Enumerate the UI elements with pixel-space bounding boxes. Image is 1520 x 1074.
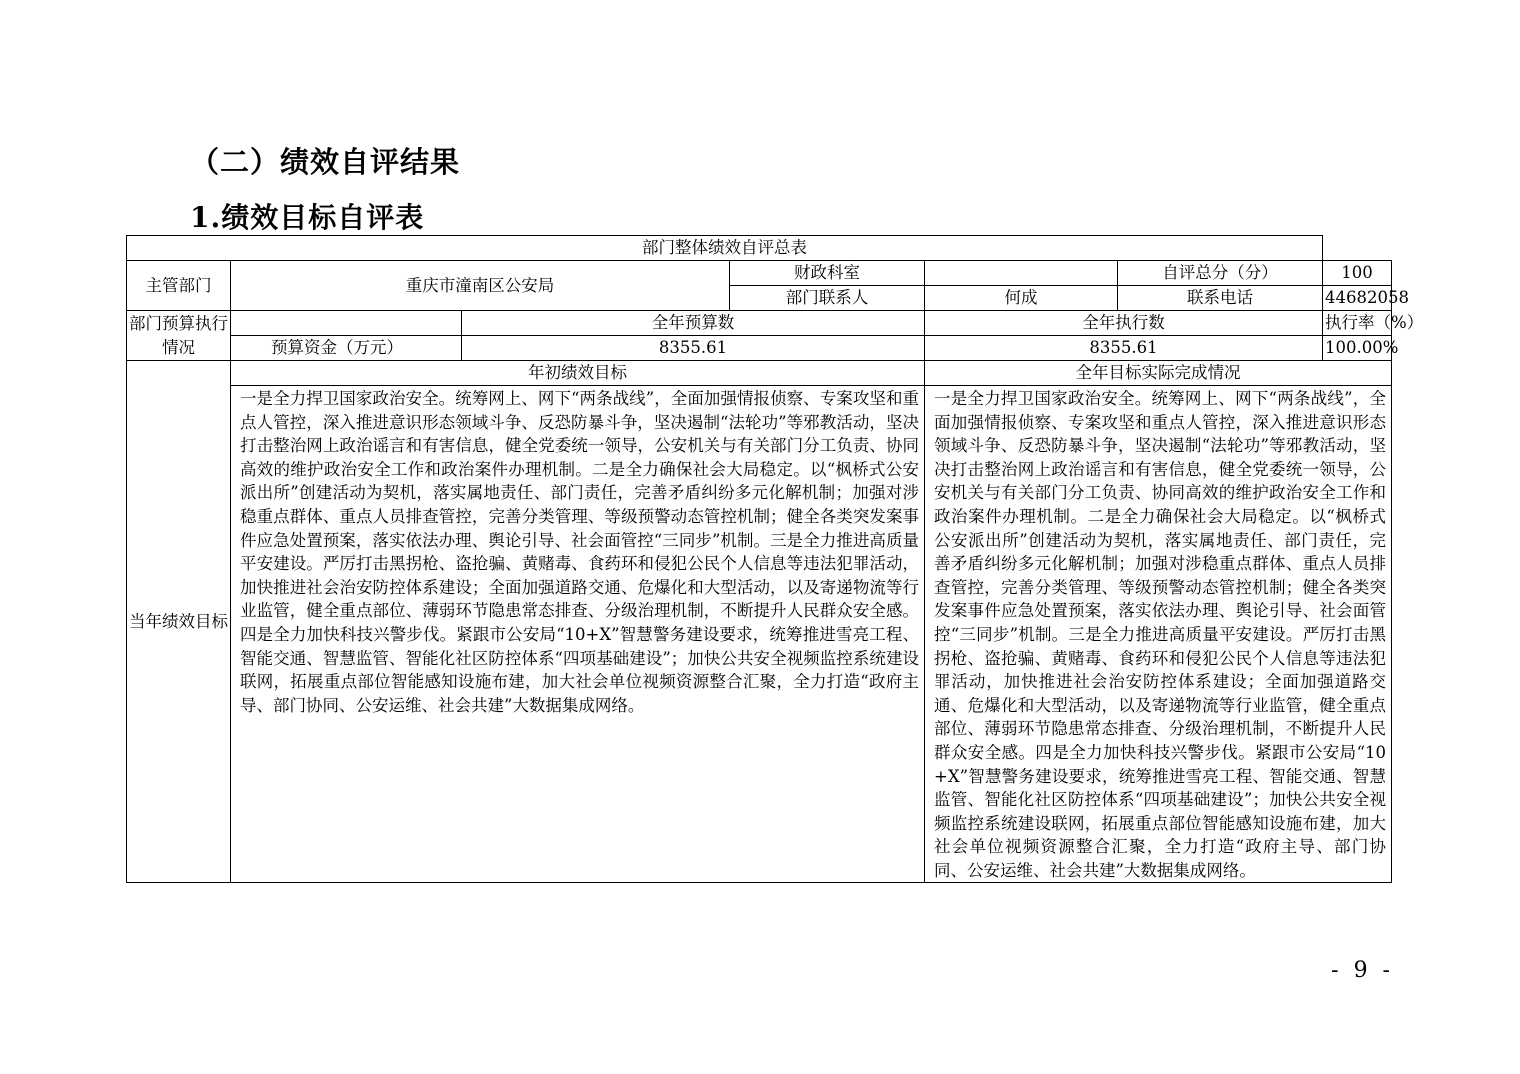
score-label: 自评总分（分） xyxy=(1118,261,1323,286)
actual-completion-text: 一是全力捍卫国家政治安全。统筹网上、网下“两条战线”，全面加强情报侦察、专案攻坚和重点人管控，深入推进意识形态领域斗争、反恐防暴斗争，坚决遏制“法轮功”等邪教活动，坚决打击整治网上政治谣言和有害信息，健全党委统一领导，公安机关与有关部门分工负责、协同高效的维护政治安全工作和政治案件办理机制。二是全力确保社会大局稳定。以“枫桥式公安派出所”创建活动为契机，落实属地责任、部门责任，完善矛盾纠纷多元化解机制；加强对涉稳重点群体、重点人员排查管控，完善分类管理、等级预警动态管控机制；健全各类突发案事件应急处置预案，落实依法办理、舆论引导、社会面管控“三同步”机制。三是全力推进高质量平安建设。严厉打击黑拐枪、盗抢骗、黄赌毒、食药环和侵犯公民个人信息等违法犯罪活动，加快推进社会治安防控体系建设；全面加强道路交通、危爆化和大型活动，以及寄递物流等行业监管，健全重点部位、薄弱环节隐患常态排查、分级治理机制，不断提升人民群众安全感。四是全力加快科技兴警步伐。紧跟市公安局“10+X”智慧警务建设要求，统筹推进雪亮工程、智能交通、智慧监管、智能化社区防控体系“四项基础建设”；加快公共安全视频监控系统建设联网，拓展重点部位智能感知设施布建，加大社会单位视频资源整合汇聚，全力打造“政府主导、部门协同、公安运维、社会共建”大数据集成网络。 xyxy=(925,386,1392,883)
annual-budget-label: 全年预算数 xyxy=(462,311,925,336)
subsection-heading: 1.绩效目标自评表 xyxy=(190,201,425,234)
finance-office-value xyxy=(925,261,1118,286)
annual-exec-label: 全年执行数 xyxy=(925,311,1323,336)
budget-funds-label: 预算资金（万元） xyxy=(231,336,462,361)
table-row xyxy=(127,386,1392,883)
table-row xyxy=(127,336,1392,361)
goals-label: 当年绩效目标 xyxy=(127,361,231,883)
table-title-row xyxy=(127,236,1392,261)
contact-person-value: 何成 xyxy=(925,286,1118,311)
evaluation-table xyxy=(126,235,1424,883)
phone-label: 联系电话 xyxy=(1118,286,1323,311)
initial-goals-text: 一是全力捍卫国家政治安全。统筹网上、网下“两条战线”，全面加强情报侦察、专案攻坚和重点人管控，深入推进意识形态领域斗争、反恐防暴斗争，坚决遏制“法轮功”等邪教活动，坚决打击整治网上政治谣言和有害信息，健全党委统一领导，公安机关与有关部门分工负责、协同高效的维护政治安全工作和政治案件办理机制。二是全力确保社会大局稳定。以“枫桥式公安派出所”创建活动为契机，落实属地责任、部门责任，完善矛盾纠纷多元化解机制；加强对涉稳重点群体、重点人员排查管控，完善分类管理、等级预警动态管控机制；健全各类突发案事件应急处置预案，落实依法办理、舆论引导、社会面管控“三同步”机制。三是全力推进高质量平安建设。严厉打击黑拐枪、盗抢骗、黄赌毒、食药环和侵犯公民个人信息等违法犯罪活动，加快推进社会治安防控体系建设；全面加强道路交通、危爆化和大型活动，以及寄递物流等行业监管，健全重点部位、薄弱环节隐患常态排查、分级治理机制，不断提升人民群众安全感。四是全力加快科技兴警步伐。紧跟市公安局“10+X”智慧警务建设要求，统筹推进雪亮工程、智能交通、智慧监管、智能化社区防控体系“四项基础建设”；加快公共安全视频监控系统建设联网，拓展重点部位智能感知设施布建，加大社会单位视频资源整合汇聚，全力打造“政府主导、部门协同、公安运维、社会共建”大数据集成网络。 xyxy=(231,386,925,883)
budget-empty-cell xyxy=(231,311,462,336)
table-title: 部门整体绩效自评总表 xyxy=(127,236,1323,261)
actual-completion-header: 全年目标实际完成情况 xyxy=(925,361,1392,386)
exec-rate-value: 100.00% xyxy=(1323,336,1392,361)
page-number: - 9 - xyxy=(1331,958,1394,983)
table-row xyxy=(127,261,1392,286)
phone-value: 44682058 xyxy=(1323,286,1392,311)
exec-rate-label: 执行率（%） xyxy=(1323,311,1392,336)
annual-exec-value: 8355.61 xyxy=(925,336,1323,361)
dept-value: 重庆市潼南区公安局 xyxy=(231,261,730,311)
contact-person-label: 部门联系人 xyxy=(730,286,925,311)
score-value: 100 xyxy=(1323,261,1392,286)
initial-goals-header: 年初绩效目标 xyxy=(231,361,925,386)
finance-office-label: 财政科室 xyxy=(730,261,925,286)
table-row xyxy=(127,311,1392,336)
budget-section-label: 部门预算执行情况 xyxy=(127,311,231,361)
section-heading: （二）绩效自评结果 xyxy=(190,145,461,179)
annual-budget-value: 8355.61 xyxy=(462,336,925,361)
dept-label: 主管部门 xyxy=(127,261,231,311)
table-row xyxy=(127,361,1392,386)
